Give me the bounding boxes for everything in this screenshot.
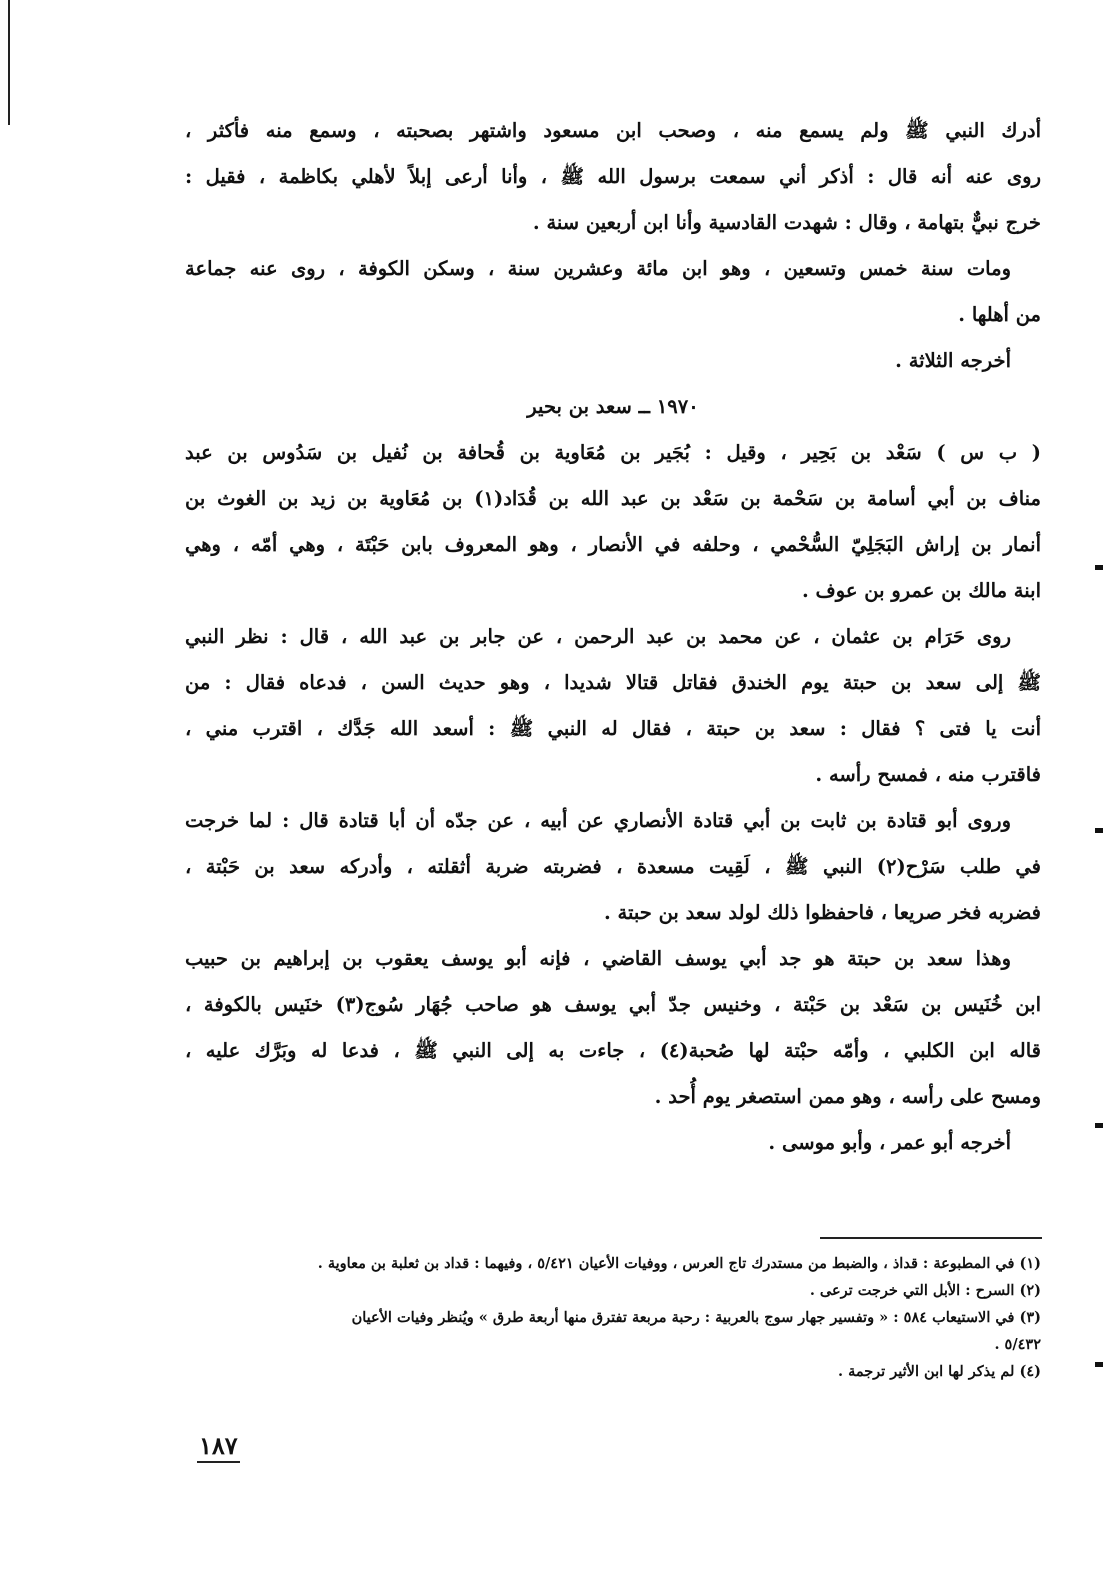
text-line: فاقترب منه ، فمسح رأسه .: [815, 763, 1041, 786]
text-line: وروى أبو قتادة بن ثابت بن أبي قتادة الأنصاري عن أبيه ، عن جدّه أن أبا قتادة قال : لما خرجت: [185, 809, 1011, 832]
text-line: ومسح على رأسه ، وهو ممن استصغر يوم أُحد .: [654, 1085, 1041, 1108]
footnote-separator: [820, 1237, 1042, 1239]
text-line: ومات سنة خمس وتسعين ، وهو ابن مائة وعشرين سنة ، وسكن الكوفة ، روى عنه جماعة: [185, 257, 1011, 280]
main-text: [185, 108, 1041, 1166]
margin-mark: [1095, 1123, 1103, 1128]
text-line: من أهلها .: [958, 303, 1041, 326]
entry-heading: ١٩٧٠ ــ سعد بن بحير: [527, 395, 699, 418]
footnotes: [185, 1250, 1041, 1385]
footnote-line: (١) في المطبوعة : قداذ ، والضبط من مستدرك تاج العرس ، ووفيات الأعيان ٥/٤٢١ ، وفيهما : قداد بن ثعلبة بن معاوية .: [317, 1255, 1041, 1272]
text-line: ابن خُنَيس بن سَعْد بن حَبْتة ، وخنيس جدّ أبي يوسف هو صاحب جُهَار سُوج(٣) خنَيس بالكوفة ،: [185, 993, 1041, 1016]
binding-edge-line: [8, 0, 10, 125]
text-line: مناف بن أبي أسامة بن سَحْمة بن سَعْد بن عبد الله بن قُدَاد(١) بن مُعَاوية بن زيد بن الغوث بن: [185, 487, 1041, 510]
text-line: ابنة مالك بن عمرو بن عوف .: [801, 579, 1041, 602]
text-line: أخرجه الثلاثة .: [895, 349, 1011, 372]
text-line: روى حَرَام بن عثمان ، عن محمد بن عبد الرحمن ، عن جابر بن عبد الله ، قال : نظر النبي: [185, 625, 1011, 648]
text-line: ﷺ إلى سعد بن حبتة يوم الخندق فقاتل قتالا شديدا ، وهو حديث السن ، فدعاه فقال : من: [185, 671, 1041, 694]
margin-mark: [1095, 565, 1103, 570]
footnote-line: ٥/٤٣٢ .: [994, 1336, 1041, 1353]
text-line: أنمار بن إراش البَجَلِيّ السُّحْمي ، وحلفه في الأنصار ، وهو المعروف بابن حَبْتَة ، وهي أمّه ، وهي: [185, 533, 1041, 556]
text-line: أنت يا فتى ؟ فقال : سعد بن حبتة ، فقال له النبي ﷺ : أسعد الله جَدَّك ، اقترب مني ،: [185, 717, 1041, 740]
margin-mark: [1095, 1362, 1103, 1367]
text-line: خرج نبيٌّ بتهامة ، وقال : شهدت القادسية وأنا ابن أربعين سنة .: [532, 211, 1041, 234]
text-line: في طلب سَرْح(٢) النبي ﷺ ، لَقِيت مسعدة ، فضربته ضربة أثقلته ، وأدركه سعد بن حَبْتة ،: [185, 855, 1041, 878]
text-line: أدرك النبي ﷺ ولم يسمع منه ، وصحب ابن مسعود واشتهر بصحبته ، وسمع منه فأكثر ،: [185, 119, 1041, 142]
footnote-line: (٢) السرح : الأبل التي خرجت ترعى .: [809, 1282, 1041, 1299]
text-line: قاله ابن الكلبي ، وأمّه حبْتة لها صُحبة(٤) ، جاءت به إلى النبي ﷺ ، فدعا له وبَرَّك عليه ،: [185, 1039, 1041, 1062]
page-number: ١٨٧: [197, 1431, 240, 1463]
footnote-line: (٤) لم يذكر لها ابن الأثير ترجمة .: [837, 1363, 1041, 1380]
text-line: وهذا سعد بن حبتة هو جد أبي يوسف القاضي ، فإنه أبو يوسف يعقوب بن إبراهيم بن حبيب: [185, 947, 1011, 970]
text-line: روى عنه أنه قال : أذكر أني سمعت برسول الله ﷺ ، وأنا أرعى إبلاً لأهلي بكاظمة ، فقيل :: [185, 165, 1041, 188]
text-line: ( ب س ) سَعْد بن بَحِير ، وقيل : بُجَير بن مُعَاوية بن قُحافة بن نُفيل بن سَدُوس بن عبد: [185, 441, 1041, 464]
margin-mark: [1095, 828, 1103, 833]
footnote-line: (٣) في الاستيعاب ٥٨٤ : « وتفسير جهار سوج بالعربية : رحبة مربعة تفترق منها أربعة طرق » ويُنظر وفيات الأعيان: [351, 1309, 1041, 1326]
text-line: فضربه فخر صريعا ، فاحفظوا ذلك لولد سعد بن حبتة .: [603, 901, 1041, 924]
text-line: أخرجه أبو عمر ، وأبو موسى .: [768, 1131, 1011, 1154]
